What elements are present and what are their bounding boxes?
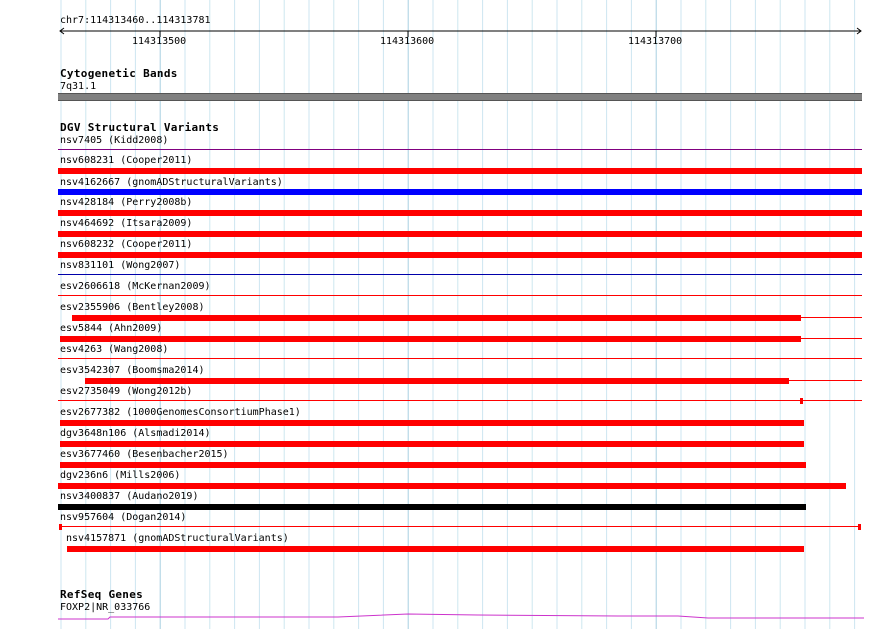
variant-feature[interactable] [60,420,804,426]
variant-feature[interactable] [58,504,806,510]
tick-label: 114313700 [628,36,683,47]
variant-label[interactable]: dgv3648n106 (Alsmadi2014) [60,428,211,439]
variant-feature-cap[interactable] [59,524,62,530]
cytoband-label[interactable]: 7q31.1 [60,81,97,92]
variant-label[interactable]: esv2735049 (Wong2012b) [60,386,193,397]
variant-label[interactable]: nsv4162667 (gnomADStructuralVariants) [60,177,283,188]
variant-feature[interactable] [58,210,862,216]
variant-feature-extension[interactable] [789,380,862,381]
tick-label: 114313500 [132,36,187,47]
variant-feature[interactable] [58,189,862,195]
variant-label[interactable]: nsv957604 (Dogan2014) [60,512,187,523]
variant-feature[interactable] [85,378,789,384]
variant-label[interactable]: nsv4157871 (gnomADStructuralVariants) [66,533,289,544]
variant-feature[interactable] [60,336,801,342]
variant-feature[interactable] [58,149,862,150]
variant-feature[interactable] [58,168,862,174]
dgv-track-title[interactable]: DGV Structural Variants [60,121,220,134]
variant-label[interactable]: nsv428184 (Perry2008b) [60,197,193,208]
variant-label[interactable]: esv3677460 (Besenbacher2015) [60,449,229,460]
variant-feature[interactable] [60,441,804,447]
variant-feature[interactable] [58,231,862,237]
refseq-track-title[interactable]: RefSeq Genes [60,588,144,601]
variant-label[interactable]: nsv608231 (Cooper2011) [60,155,193,166]
variant-label[interactable]: nsv608232 (Cooper2011) [60,239,193,250]
variant-feature[interactable] [58,358,862,359]
variant-feature[interactable] [60,526,860,527]
cytoband-bar[interactable] [58,93,862,101]
variant-feature[interactable] [58,274,862,275]
variant-label[interactable]: esv2355906 (Bentley2008) [60,302,205,313]
variant-label[interactable]: nsv7405 (Kidd2008) [60,135,169,146]
variant-feature[interactable] [60,462,806,468]
variant-label[interactable]: esv2677382 (1000GenomesConsortiumPhase1) [60,407,301,418]
variant-feature[interactable] [58,483,846,489]
variant-label[interactable]: nsv831101 (Wong2007) [60,260,181,271]
variant-feature-cap[interactable] [858,524,861,530]
variant-label[interactable]: esv4263 (Wang2008) [60,344,169,355]
locus-label: chr7:114313460..114313781 [60,15,211,26]
variant-feature[interactable] [58,400,862,401]
variant-label[interactable]: nsv3400837 (Audano2019) [60,491,199,502]
variant-label[interactable]: dgv236n6 (Mills2006) [60,470,181,481]
cytoband-track-title[interactable]: Cytogenetic Bands [60,67,178,80]
variant-feature[interactable] [58,252,862,258]
variant-feature[interactable] [72,315,801,321]
gene-label[interactable]: FOXP2|NR_033766 [60,602,151,613]
variant-feature-extension[interactable] [801,338,862,339]
gene-feature[interactable] [58,610,864,622]
variant-feature[interactable] [67,546,804,552]
variant-label[interactable]: nsv464692 (Itsara2009) [60,218,193,229]
variant-label[interactable]: esv3542307 (Boomsma2014) [60,365,205,376]
variant-feature[interactable] [58,295,862,296]
tick-label: 114313600 [380,36,435,47]
variant-feature[interactable] [800,398,803,404]
variant-feature-extension[interactable] [801,317,862,318]
variant-label[interactable]: esv5844 (Ahn2009) [60,323,163,334]
variant-label[interactable]: esv2606618 (McKernan2009) [60,281,211,292]
